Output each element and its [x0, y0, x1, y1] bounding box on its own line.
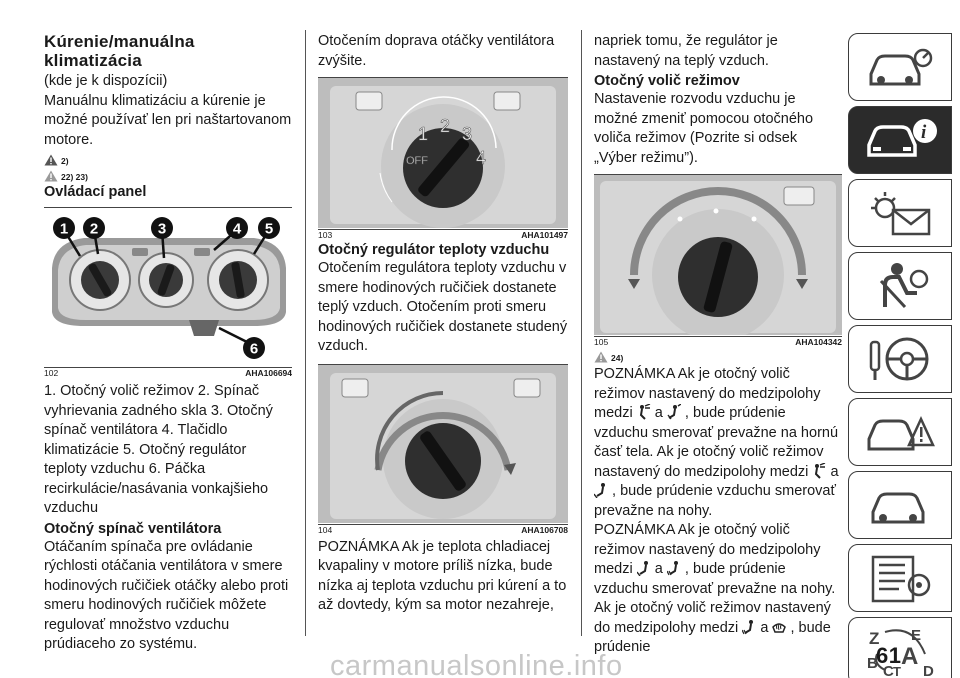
column-divider [581, 30, 582, 636]
panel-legend: 1. Otočný volič režimov 2. Spínač vyhrievania zadného skla 3. Otočný spínač ventilátora 4. Tlačidlo klimatizácie 5. Otočný regulátor teploty vzduchu 6. Páčka recirkulácie/nasávania vonkajšieho vzduchu [44, 383, 273, 516]
mode-note-1: POZNÁMKA Ak je otočný volič režimov nastavený do medzipolohy medzi a , bude prúdenie vzduchu smerovať prevažne na hornú časť tela. Ak je otočný volič režimov nastavený do medzipolohy medzi a , bude prúdenie vzduchu smerovať prevažne na nohy. [594, 366, 839, 519]
mode-text: Nastavenie rozvodu vzduchu je možné zmeniť pomocou otočného voliča režimov (Pozrite si odsek „Výber režimu”). [594, 91, 814, 166]
callout-3: 3 [157, 220, 167, 238]
svg-text:E: E [911, 627, 922, 644]
specs-list-icon [863, 551, 937, 605]
svg-text:B: B [867, 655, 878, 672]
column-3 [594, 32, 842, 658]
heading-control-panel: Ovládací panel [44, 184, 147, 200]
feet-defrost-vent-icon [667, 560, 681, 576]
tab-safety[interactable] [848, 252, 952, 320]
heading-temperature-regulator: Otočný regulátor teploty vzduchu [318, 242, 550, 258]
feet-vent-icon [637, 560, 651, 576]
svg-text:D: D [923, 663, 934, 678]
ref-number: 2) [61, 156, 69, 166]
warning-ref[interactable] [594, 349, 842, 363]
figure-caption [44, 367, 292, 378]
car-service-icon [863, 478, 937, 532]
caution-triangle-icon [44, 170, 58, 182]
dial-1: 1 [418, 124, 429, 144]
callout-2: 2 [89, 220, 99, 238]
column-divider [305, 30, 306, 636]
tab-maintenance[interactable] [848, 471, 952, 539]
figure-number: 105 [594, 337, 609, 347]
mode-selector-illustration [594, 175, 842, 335]
airbag-seat-icon [863, 259, 937, 313]
tab-warning-lights[interactable] [848, 179, 952, 247]
temperature-dial-illustration [318, 365, 568, 523]
svg-text:C: C [883, 663, 894, 678]
face-vent-icon [812, 463, 826, 479]
ref-number: 24) [611, 353, 624, 363]
dial-3: 3 [462, 124, 473, 144]
mode-note-2: POZNÁMKA Ak je otočný volič režimov nastavený do medzipolohy medzi a , bude prúdenie vzduchu smerovať prevažne na nohy. Ak je otočný volič režimov nastavený do medzipolohy medzi a , bude prúdenie [594, 522, 836, 655]
feet-vent-icon [594, 482, 608, 498]
figure-caption [594, 336, 842, 347]
page-number: 61 [876, 643, 902, 668]
dial-4: 4 [476, 148, 487, 168]
svg-text:T: T [893, 664, 901, 678]
column-1 [44, 32, 292, 655]
figure-number: 103 [318, 230, 333, 240]
figure-104 [318, 364, 568, 535]
intro-text: Manuálnu klimatizáciu a kúrenie je možné používať len pri naštartovanom motore. [44, 92, 292, 148]
figure-code: AHA106694 [245, 368, 292, 378]
dial-2: 2 [440, 116, 451, 136]
warning-lights-icon [863, 186, 937, 240]
figure-number: 102 [44, 368, 59, 378]
car-dashboard-icon [863, 40, 937, 94]
figure-number: 104 [318, 524, 333, 535]
tab-driving[interactable] [848, 325, 952, 393]
callout-5: 5 [264, 220, 274, 238]
callout-4: 4 [232, 220, 242, 238]
windshield-defrost-icon [772, 619, 786, 635]
fan-switch-text: Otáčaním spínača pre ovládanie rýchlosti otáčania ventilátora v smere hodinových ručičiek otáčky alebo proti smeru hodinových ručičiek môžete regulovať množstvo vzduchu prúdiaceho zo systému. [44, 538, 289, 652]
ref-number: 22) 23) [61, 172, 88, 182]
warning-triangle-icon [44, 154, 58, 166]
steering-key-icon [863, 332, 937, 386]
section-title: Kúrenie/manuálna klimatizácia [44, 32, 195, 70]
control-panel-illustration [44, 208, 292, 366]
availability-note: (kde je k dispozícii) [44, 73, 168, 89]
caution-ref[interactable] [44, 168, 292, 182]
figure-caption [318, 229, 568, 240]
heading-mode-selector: Otočný volič režimov [594, 73, 740, 89]
fan-increase-text: Otočením doprava otáčky ventilátora zvýšite. [318, 33, 555, 69]
dial-off: OFF [406, 155, 428, 167]
figure-caption [318, 524, 568, 535]
heading-fan-switch: Otočný spínač ventilátora [44, 520, 222, 537]
warning-ref[interactable] [44, 152, 292, 166]
face-vent-icon [637, 404, 651, 420]
callout-6: 6 [249, 340, 259, 358]
tab-car-info[interactable] [848, 106, 952, 174]
figure-code: AHA104342 [795, 337, 842, 347]
figure-102 [44, 207, 292, 378]
fan-switch-illustration [318, 78, 568, 228]
callout-1: 1 [59, 220, 69, 238]
caution-triangle-icon [594, 351, 608, 363]
coolant-note: POZNÁMKA Ak je teplota chladiacej kvapaliny v motore príliš nízka, bude nízka aj teplota vzduchu pri kúrení a to až dovtedy, kým sa motor nezahreje, [318, 538, 567, 613]
tab-dashboard[interactable] [848, 33, 952, 101]
figure-103 [318, 77, 568, 240]
tab-specifications[interactable] [848, 544, 952, 612]
figure-code: AHA101497 [521, 230, 568, 240]
watermark: carmanualsonline.info [330, 650, 623, 678]
feet-defrost-vent-icon [742, 619, 756, 635]
car-info-icon [863, 113, 937, 167]
figure-105 [594, 174, 842, 347]
car-breakdown-icon [863, 405, 937, 459]
tab-emergency[interactable] [848, 398, 952, 466]
svg-text:Z: Z [869, 629, 880, 648]
svg-text:A: A [901, 643, 919, 670]
face-feet-vent-icon [667, 404, 681, 420]
svg-text:i: i [921, 122, 927, 143]
chapter-tabs [848, 33, 954, 678]
figure-code: AHA106708 [521, 524, 568, 535]
temperature-text: Otočením regulátora teploty vzduchu v smere hodinových ručičiek dostanete teplý vzduch. Otočením proti smeru hodinových ručičiek dostanete studený vzduch. [318, 260, 568, 354]
warm-air-note: napriek tomu, že regulátor je nastavený na teplý vzduch. [594, 33, 778, 69]
column-2 [318, 32, 568, 616]
